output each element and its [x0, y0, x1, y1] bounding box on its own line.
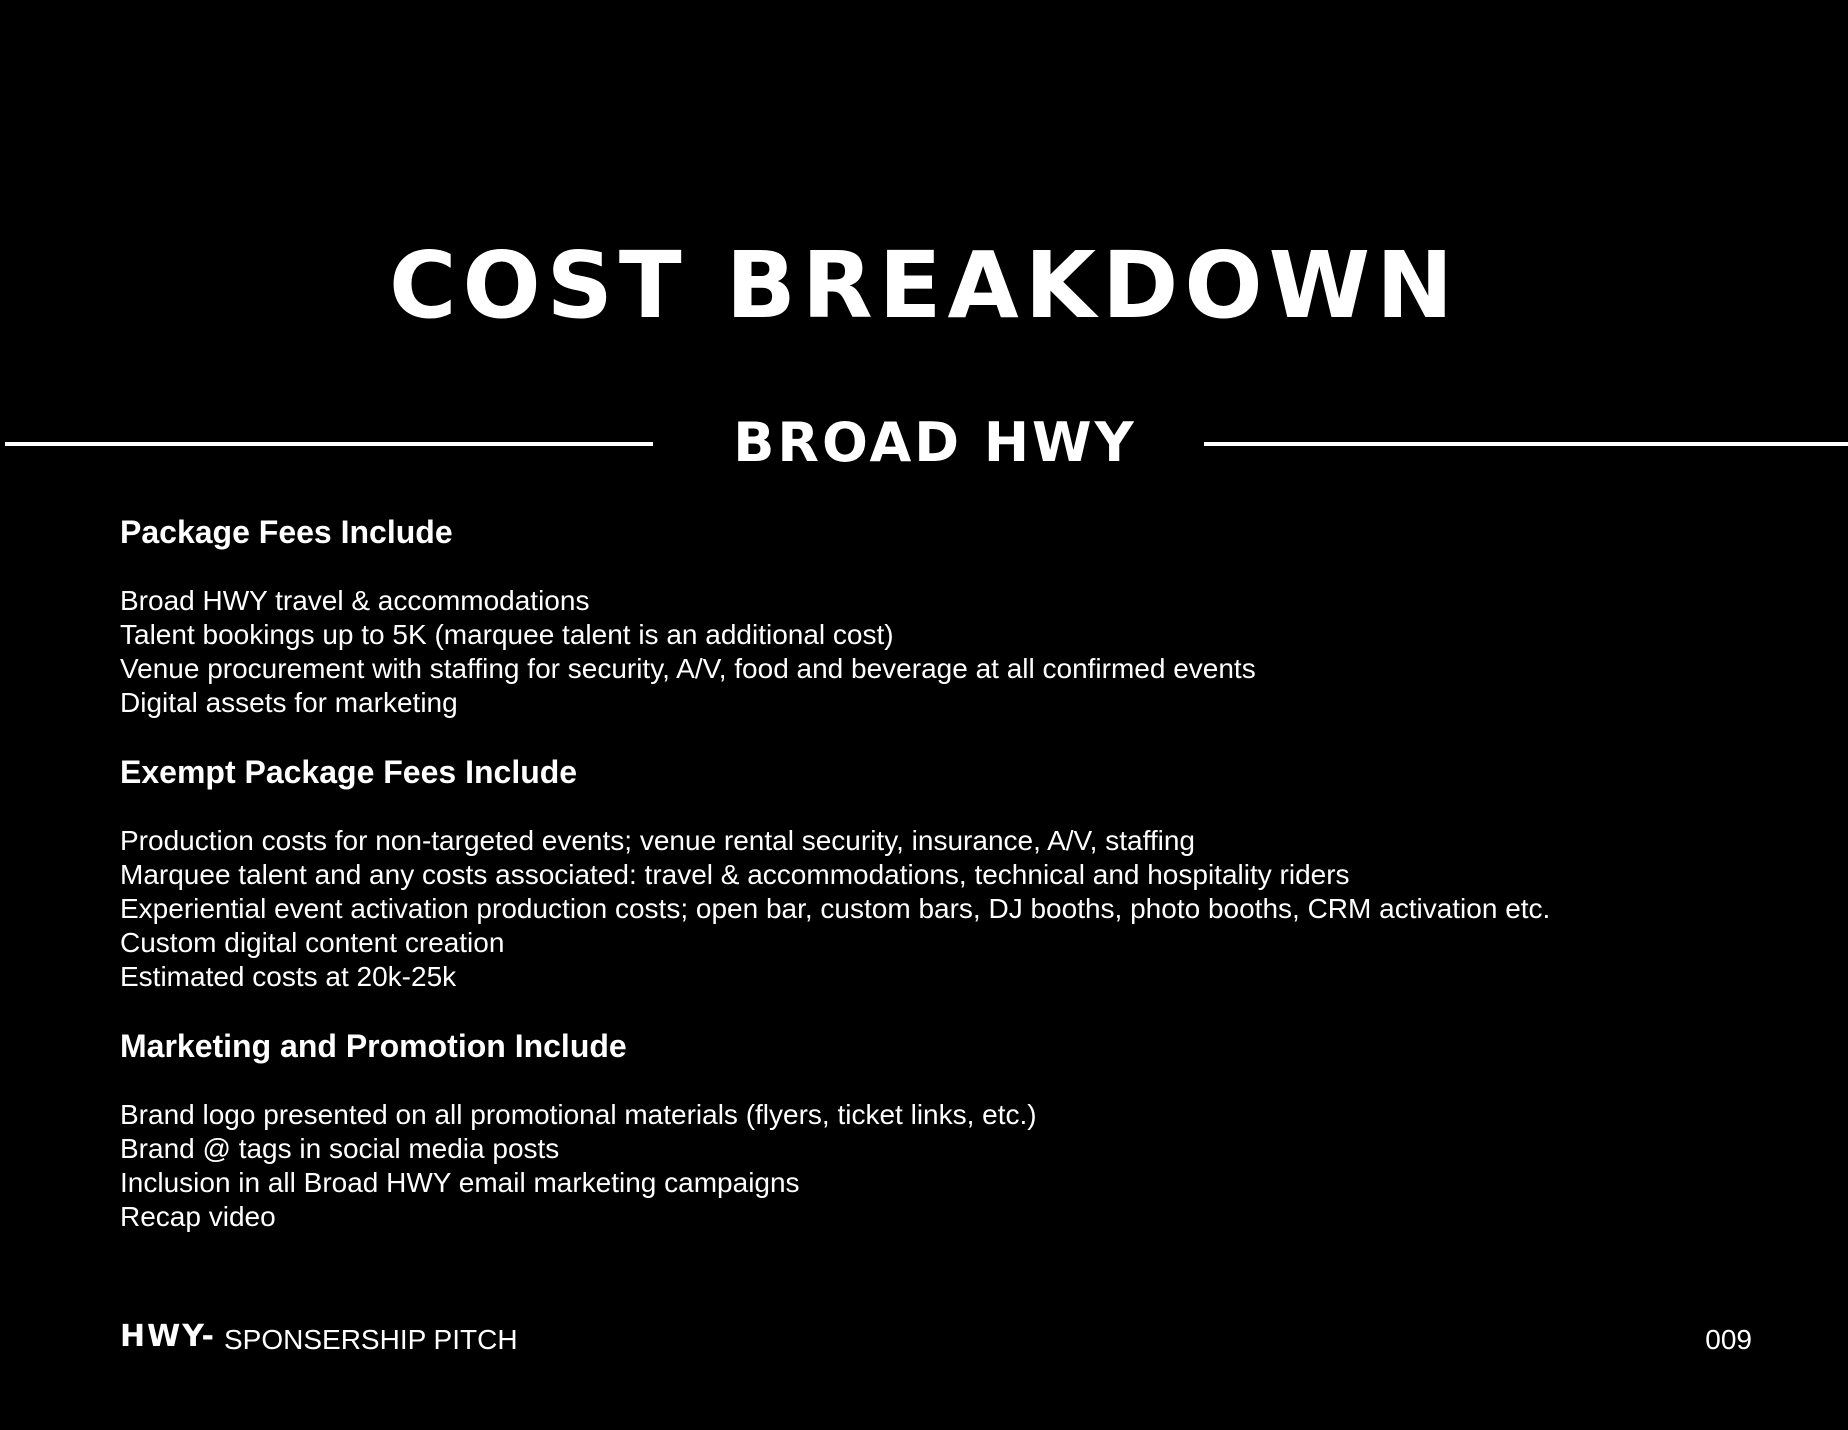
- list-item: Marquee talent and any costs associated: travel & accommodations, technical and hospitality riders: [120, 859, 1350, 890]
- list-item: Recap video: [120, 1201, 276, 1232]
- page-number: 009: [1705, 1324, 1752, 1355]
- list-item: Brand logo presented on all promotional materials (flyers, ticket links, etc.): [120, 1099, 1037, 1130]
- section-heading: Package Fees Include: [120, 514, 453, 550]
- page-title: COST BREAKDOWN: [388, 231, 1460, 339]
- exempt-fees-section: [120, 750, 1760, 994]
- cost-content: [120, 510, 1760, 1234]
- section-brand-title: BROAD HWY: [733, 411, 1137, 474]
- list-item: Broad HWY travel & accommodations: [120, 585, 590, 616]
- marketing-section: [120, 1024, 1760, 1234]
- list-item: Talent bookings up to 5K (marquee talent is an additional cost): [120, 619, 894, 650]
- list-item: Inclusion in all Broad HWY email marketing campaigns: [120, 1167, 800, 1198]
- list-item: Brand @ tags in social media posts: [120, 1133, 560, 1164]
- section-list: [120, 1098, 1760, 1234]
- list-item: Estimated costs at 20k-25k: [120, 961, 457, 992]
- package-fees-section: [120, 510, 1760, 720]
- divider-left: [5, 442, 653, 446]
- list-item: Production costs for non-targeted events; venue rental security, insurance, A/V, staffing: [120, 825, 1195, 856]
- list-item: Venue procurement with staffing for security, A/V, food and beverage at all confirmed events: [120, 653, 1256, 684]
- list-item: Digital assets for marketing: [120, 687, 458, 718]
- footer-label: SPONSERSHIP PITCH: [224, 1324, 518, 1355]
- divider-right: [1204, 442, 1848, 446]
- section-list: [120, 584, 1760, 720]
- list-item: Experiential event activation production costs; open bar, custom bars, DJ booths, photo booths, CRM activation etc.: [120, 893, 1551, 924]
- footer-brand-logo: HWY-: [120, 1319, 216, 1354]
- section-heading: Marketing and Promotion Include: [120, 1028, 627, 1064]
- list-item: Custom digital content creation: [120, 927, 505, 958]
- section-list: [120, 824, 1760, 994]
- section-heading: Exempt Package Fees Include: [120, 754, 578, 790]
